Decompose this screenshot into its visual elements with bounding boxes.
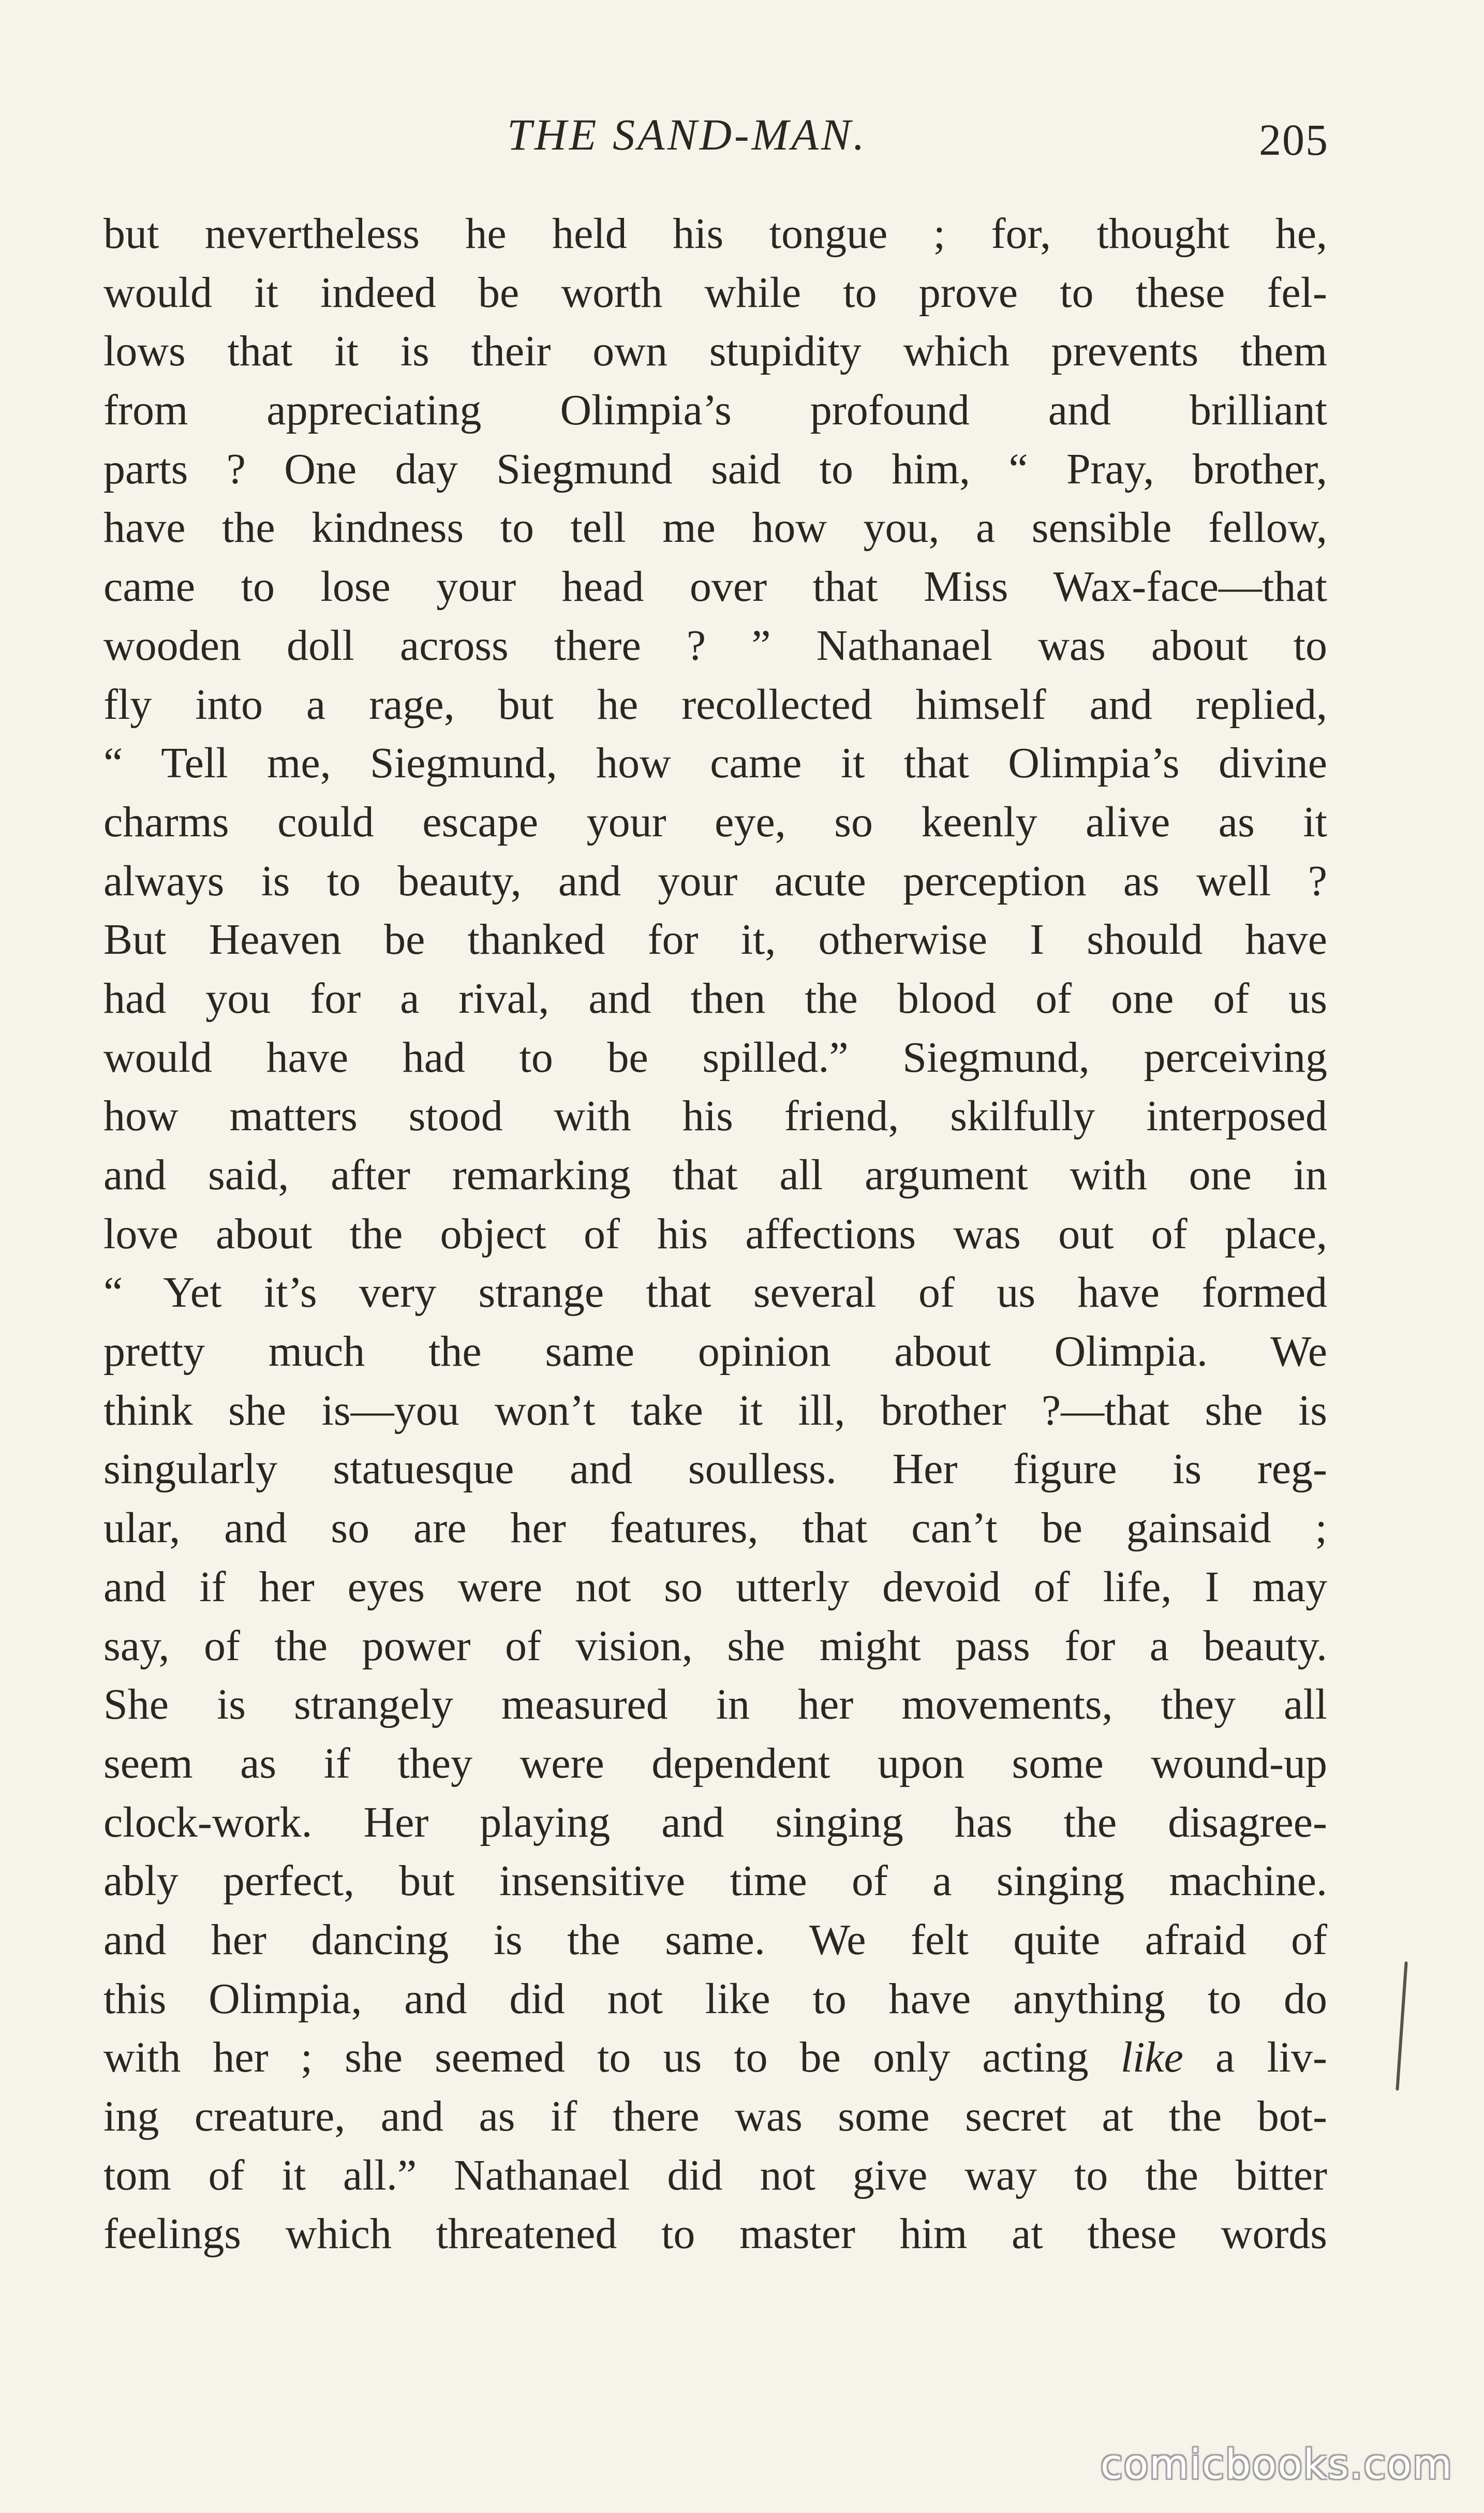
text-line: singularly statuesque and soulless. Her figure is reg- (103, 1445, 1327, 1494)
text-line: ular, and so are her features, that can’t be gainsaid ; (103, 1504, 1327, 1553)
text-line: clock-work. Her playing and singing has the disagree- (103, 1798, 1327, 1846)
page-number: 205 (1259, 115, 1329, 165)
text-line: say, of the power of vision, she might pass for a beauty. (103, 1621, 1327, 1670)
text-line: fly into a rage, but he recollected himself and replied, (103, 680, 1327, 729)
text-line: this Olimpia, and did not like to have anything to do (103, 1974, 1327, 2023)
text-line: would have had to be spilled.” Siegmund, perceiving (103, 1033, 1327, 1082)
text-line: “ Yet it’s very strange that several of us have formed (103, 1268, 1327, 1317)
body-text (103, 204, 1327, 2264)
watermark: comicbooks.com (1100, 2442, 1453, 2488)
text-line-with-italic (103, 2028, 1327, 2087)
text-line: ing creature, and as if there was some secret at the bot- (103, 2092, 1327, 2140)
text-line: have the kindness to tell me how you, a sensible fellow, (103, 504, 1327, 552)
text-line: feelings which threatened to master him at these words (103, 2210, 1327, 2258)
margin-pencil-mark (1396, 1961, 1407, 2091)
text-line: and her dancing is the same. We felt quite afraid of (103, 1915, 1327, 1964)
italic-word: like (1120, 2033, 1183, 2082)
text-line: had you for a rival, and then the blood of one of us (103, 974, 1327, 1023)
text-line: lows that it is their own stupidity which prevents them (103, 327, 1327, 376)
text-line: came to lose your head over that Miss Wax-face—that (103, 563, 1327, 611)
text-line: wooden doll across there ? ” Nathanael was about to (103, 621, 1327, 670)
text-line: and if her eyes were not so utterly devoid of life, I may (103, 1562, 1327, 1611)
text-line: ably perfect, but insensitive time of a singing machine. (103, 1857, 1327, 1905)
text-line: would it indeed be worth while to prove to these fel- (103, 268, 1327, 317)
text-line: always is to beauty, and your acute perception as well ? (103, 856, 1327, 905)
text-line: from appreciating Olimpia’s profound and brilliant (103, 386, 1327, 435)
text-segment: a liv- (1183, 2033, 1327, 2082)
text-line: love about the object of his affections was out of place, (103, 1209, 1327, 1258)
text-line: But Heaven be thanked for it, otherwise I should have (103, 915, 1327, 964)
text-line: She is strangely measured in her movements, they all (103, 1680, 1327, 1729)
text-line: parts ? One day Siegmund said to him, “ Pray, brother, (103, 445, 1327, 493)
text-line: tom of it all.” Nathanael did not give way to the bitter (103, 2151, 1327, 2199)
text-line: how matters stood with his friend, skilfully interposed (103, 1092, 1327, 1141)
text-line: and said, after remarking that all argument with one in (103, 1151, 1327, 1199)
running-title: THE SAND-MAN. (507, 110, 867, 159)
text-segment: with her ; she seemed to us to be only acting (103, 2033, 1089, 2082)
text-line: charms could escape your eye, so keenly alive as it (103, 797, 1327, 846)
text-line: pretty much the same opinion about Olimpia. We (103, 1327, 1327, 1376)
text-line: but nevertheless he held his tongue ; for, thought he, (103, 210, 1327, 258)
text-line: seem as if they were dependent upon some wound-up (103, 1739, 1327, 1787)
text-line: think she is—you won’t take it ill, brother ?—that she is (103, 1386, 1327, 1435)
text-line: “ Tell me, Siegmund, how came it that Olimpia’s divine (103, 739, 1327, 788)
